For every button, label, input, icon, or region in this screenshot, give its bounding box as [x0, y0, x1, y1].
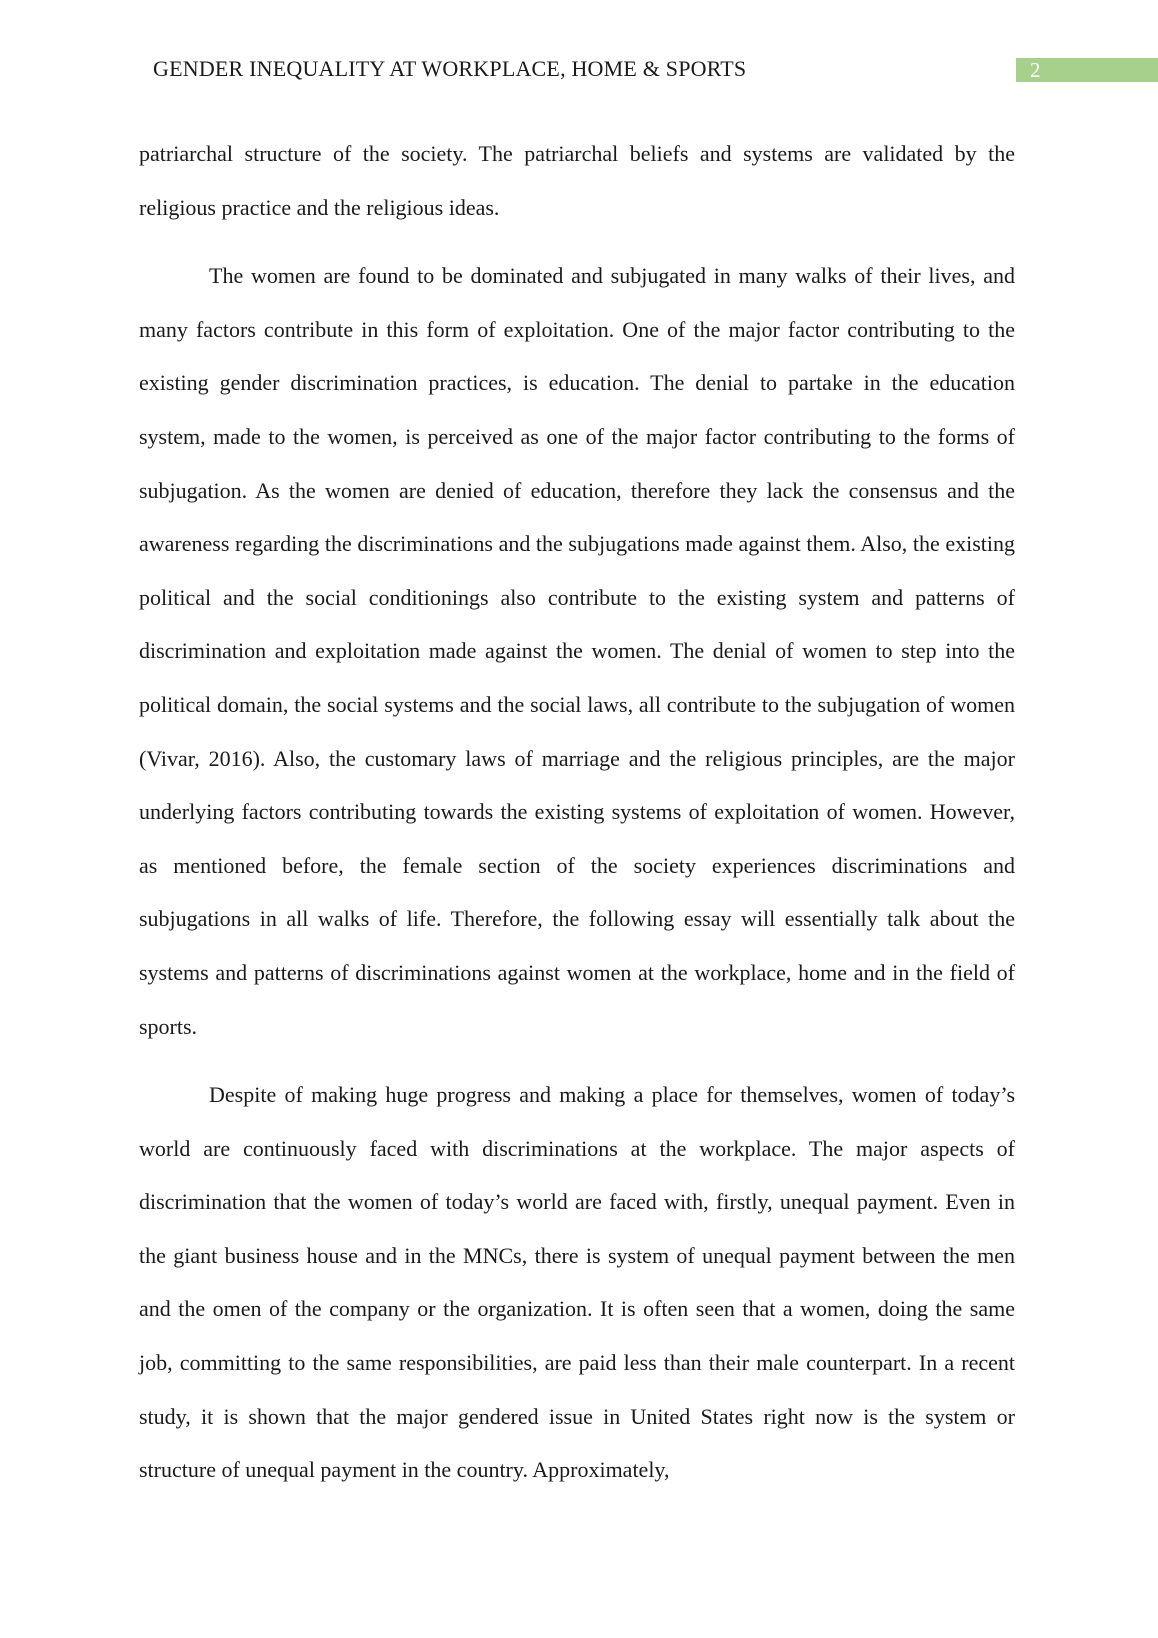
paragraph-continuation: patriarchal structure of the society. The patriarchal beliefs and systems are validated by the religious practice and the religious ideas. — [139, 141, 1015, 220]
body-text — [139, 127, 1015, 1512]
page-number: 2 — [1030, 58, 1041, 82]
running-head-title: GENDER INEQUALITY AT WORKPLACE, HOME & SPORTS — [153, 56, 747, 81]
page-number-badge — [1016, 58, 1158, 82]
paragraph-subjugation-factors: The women are found to be dominated and subjugated in many walks of their lives, and many factors contribute in this form of exploitation. One of the major factor contributing to the existing gender discrimination practices, is education. The denial to partake in the education system, made to the women, is perceived as one of the major factor contributing to the forms of subjugation. As the women are denied of education, therefore they lack the consensus and the awareness regarding the discriminations and the subjugations made against them. Also, the existing political and the social conditionings also contribute to the existing system and patterns of discrimination and exploitation made against the women. The denial of women to step into the political domain, the social systems and the social laws, all contribute to the subjugation of women (Vivar, 2016). Also, the customary laws of marriage and the religious principles, are the major underlying factors contributing towards the existing systems of exploitation of women. However, as mentioned before, the female section of the society experiences discriminations and subjugations in all walks of life. Therefore, the following essay will essentially talk about the systems and patterns of discriminations against women at the workplace, home and in the field of sports. — [139, 263, 1015, 1039]
paragraph-workplace-discrimination: Despite of making huge progress and making a place for themselves, women of today’s world are continuously faced with discriminations at the workplace. The major aspects of discrimination that the women of today’s world are faced with, firstly, unequal payment. Even in the giant business house and in the MNCs, there is system of unequal payment between the men and the omen of the company or the organization. It is often seen that a women, doing the same job, committing to the same responsibilities, are paid less than their male counterpart. In a recent study, it is shown that the major gendered issue in United States right now is the system or structure of unequal payment in the country. Approximately, — [139, 1082, 1015, 1483]
